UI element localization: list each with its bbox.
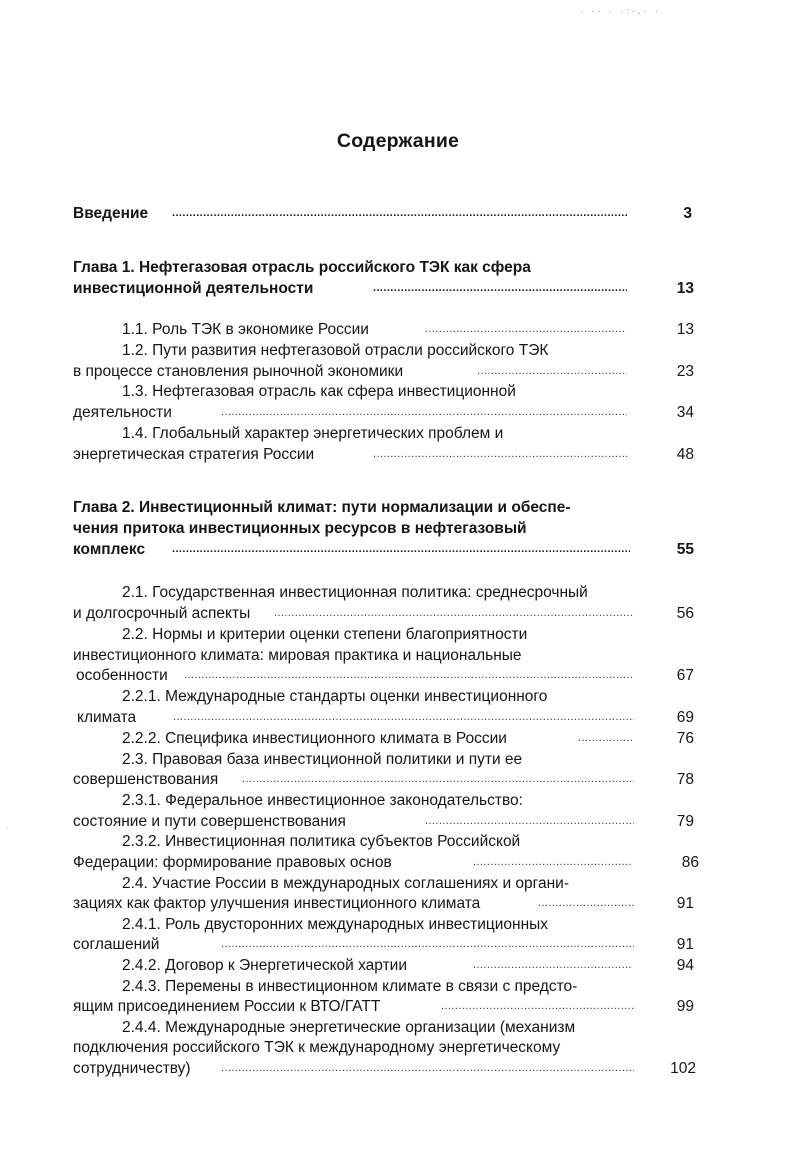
leader-dots [425,319,625,340]
toc-entry-text: ящим присоединением России к ВТО/ГАТТ [73,998,381,1015]
toc-entry-chapter [0,278,796,299]
toc-page-number: 94 [676,957,694,974]
toc-entry-chapter [0,518,796,539]
toc-entry-text: состояние и пути совершенствования [73,813,346,830]
leader-dots [538,893,634,914]
toc-entry-text: в процессе становления рыночной экономики [73,363,404,380]
toc-page-number: 13 [676,321,694,338]
leader-dots [473,852,633,873]
toc-page-number: 79 [676,813,694,830]
leader-dots [184,665,634,686]
toc-entry-subsection [0,852,796,873]
toc-entry-section [0,423,796,444]
toc-entry-subsection [0,914,796,935]
toc-page-number: 91 [676,895,694,912]
toc-page-number: 55 [676,541,694,558]
toc-entry-text: 2.3.2. Инвестиционная политика субъектов Российской [122,833,521,850]
toc-entry-section [0,361,796,382]
toc-entry-text: 1.3. Нефтегазовая отрасль как сфера инвестиционной [122,383,516,400]
toc-entry-text: 2.2.2. Специфика инвестиционного климата в России [122,730,507,747]
leader-dots [373,278,627,299]
toc-page-number: 23 [676,363,694,380]
toc-entry-text: 2.4. Участие России в международных соглашениях и органи- [122,875,569,892]
toc-entry-text: 1.2. Пути развития нефтегазовой отрасли российского ТЭК [122,342,549,359]
toc-entry-text: 2.1. Государственная инвестиционная политика: среднесрочный [122,584,588,601]
toc-page-number: 34 [676,404,694,421]
leader-dots [221,1058,634,1079]
toc-entry-chapter [0,257,796,278]
toc-entry-chapter [0,497,796,518]
toc-entry-text: 1.1. Роль ТЭК в экономике России [122,321,369,338]
toc-entry-text: Введение [73,205,149,222]
toc-entry-text: 2.4.3. Перемены в инвестиционном климате в связи с предсто- [122,978,578,995]
toc-entry-subsection [0,811,796,832]
toc-entry-text: подключения российского ТЭК к международному энергетическому [73,1039,561,1056]
leader-dots [172,539,630,560]
toc-page-number: 69 [676,709,694,726]
toc-entry-section [0,645,796,666]
leader-dots [425,811,634,832]
toc-page-number: 56 [676,605,694,622]
toc-entry-section [0,319,796,340]
leader-dots [473,955,633,976]
toc-entry-text: сотрудничеству) [73,1060,191,1077]
toc-page-number: 48 [676,446,694,463]
toc-entry-subsection [0,728,796,749]
toc-entry-section [0,402,796,423]
toc-entry-text: инвестиционной деятельности [73,280,314,297]
leader-dots [221,402,627,423]
toc-entry-subsection [0,1058,796,1079]
toc-entry-subsection [0,996,796,1017]
toc-entry-text: совершенствования [73,771,219,788]
toc-entry-text: и долгосрочный аспекты [73,605,251,622]
toc-entry-subsection [0,976,796,997]
toc-page-number: 102 [670,1060,696,1077]
toc-entry-text: 2.4.4. Международные энергетические организации (механизм [122,1019,576,1036]
toc-entry-section [0,873,796,894]
toc-entry-text: 2.4.2. Договор к Энергетической хартии [122,957,408,974]
toc-entry-text: Глава 2. Инвестиционный климат: пути нормализации и обеспе- [73,499,571,516]
toc-page-number: 91 [676,936,694,953]
toc-entry-subsection [0,790,796,811]
toc-entry-introduction [0,203,796,224]
toc-entry-subsection [0,955,796,976]
toc-entry-text: чения притока инвестиционных ресурсов в нефтегазовый [73,520,527,537]
toc-page-number: 13 [676,280,694,297]
toc-page-number: 67 [676,667,694,684]
toc-entry-text: 2.3.1. Федеральное инвестиционное законодательство: [122,792,523,809]
toc-entry-subsection [0,934,796,955]
leader-dots [274,603,634,624]
toc-entry-chapter [0,539,796,560]
toc-entry-text: Федерации: формирование правовых основ [73,854,392,871]
toc-entry-text: соглашений [73,936,160,953]
toc-entry-section [0,749,796,770]
leader-dots [578,728,632,749]
toc-page-number: 99 [676,998,694,1015]
toc-entry-subsection [0,686,796,707]
toc-entry-text: 2.3. Правовая база инвестиционной политики и пути ее [122,751,523,768]
page-title: Содержание [336,130,460,152]
toc-entry-section [0,582,796,603]
leader-dots [373,444,629,465]
toc-entry-section [0,665,796,686]
toc-entry-text: комплекс [73,541,146,558]
toc-entry-text: особенности [76,667,168,684]
toc-entry-text: энергетическая стратегия России [73,446,315,463]
toc-page-number: 3 [683,205,692,222]
toc-entry-subsection [0,1037,796,1058]
toc-entry-text: климата [77,709,137,726]
leader-dots [221,934,634,955]
toc-entry-text: инвестиционного климата: мировая практика и национальные [73,647,522,664]
leader-dots [441,996,634,1017]
toc-entry-text: Глава 1. Нефтегазовая отрасль российского ТЭК как сфера [73,259,531,276]
toc-page-number: 86 [681,854,699,871]
toc-entry-text: 1.4. Глобальный характер энергетических проблем и [122,425,504,442]
toc-entry-section [0,381,796,402]
toc-entry-section [0,769,796,790]
toc-page-number: 76 [676,730,694,747]
leader-dots [477,361,627,382]
scan-artifact-icon: · ·· · ·:·.· · [580,6,661,16]
toc-entry-text: зациях как фактор улучшения инвестиционного климата [73,895,481,912]
toc-entry-section [0,624,796,645]
toc-entry-section [0,893,796,914]
toc-entry-text: 2.4.1. Роль двусторонних международных инвестиционных [122,916,549,933]
scan-artifact-icon: · [6,823,9,832]
toc-entry-subsection [0,831,796,852]
toc-entry-text: деятельности [73,404,172,421]
leader-dots [173,707,634,728]
leader-dots [172,203,627,224]
toc-entry-section [0,603,796,624]
toc-entry-section [0,444,796,465]
toc-entry-subsection [0,707,796,728]
toc-entry-section [0,340,796,361]
toc-entry-text: 2.2. Нормы и критерии оценки степени благоприятности [122,626,528,643]
toc-entry-text: 2.2.1. Международные стандарты оценки инвестиционного [122,688,548,705]
toc-entry-subsection [0,1017,796,1038]
leader-dots [242,769,634,790]
toc-page-number: 78 [676,771,694,788]
